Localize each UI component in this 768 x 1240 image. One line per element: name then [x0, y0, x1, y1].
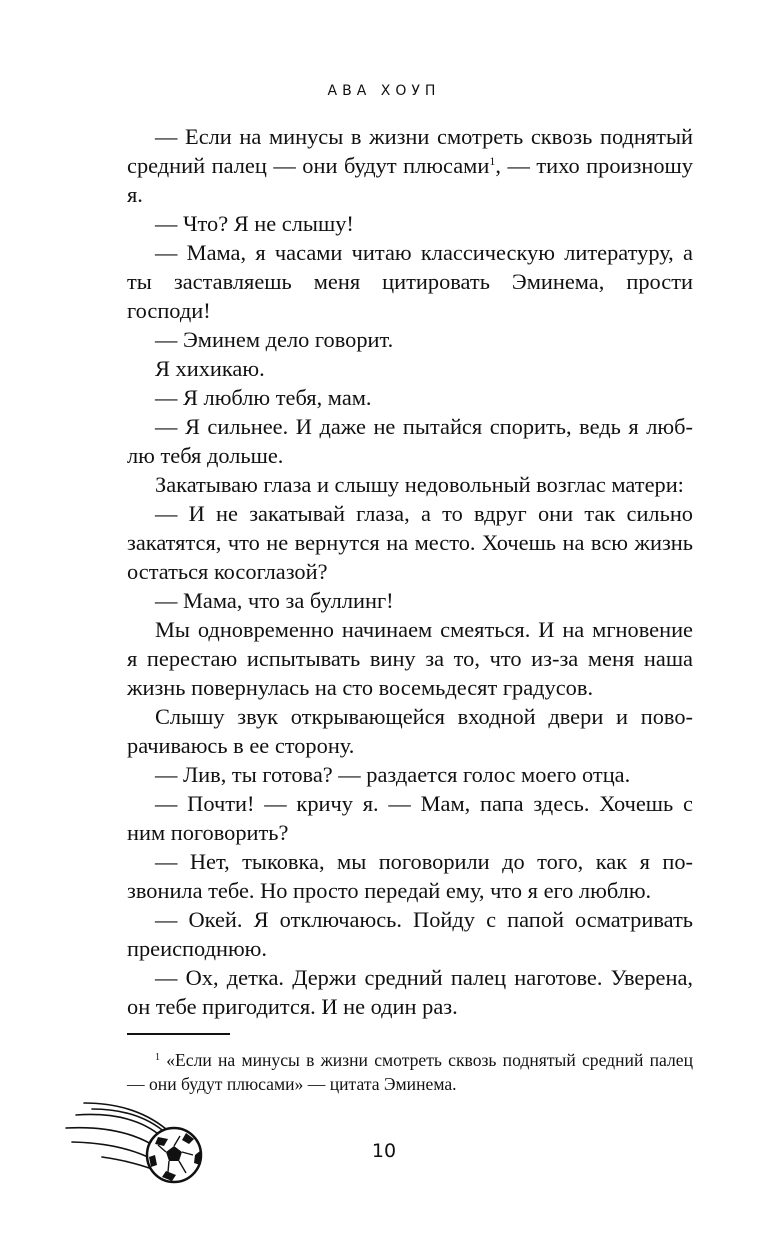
paragraph: — Нет, тыковка, мы поговорили до того, как я позвонила тебе. Но просто передай ему, что я его люблю. [127, 849, 693, 903]
soccer-ball-icon [62, 1095, 207, 1185]
paragraph: — Если на минусы в жизни смотреть сквозь поднятый средний палец — они будут плюсами$^1$, — тихо произношу я. [127, 124, 693, 207]
footnote [127, 1048, 693, 1096]
paragraph: — Почти! — кричу я. — Мам, папа здесь. Хочешь с ним поговорить? [127, 791, 693, 845]
paragraph: Закатываю глаза и слышу недовольный возглас матери: [155, 472, 684, 497]
paragraph: — Что? Я не слышу! [155, 211, 354, 236]
paragraph: — Лив, ты готова? — раздается голос моего отца. [155, 762, 631, 787]
paragraph: — Мама, что за буллинг! [155, 588, 394, 613]
paragraph: Мы одновременно начинаем смеяться. И на мгновение я перестаю испытывать вину за то, что из-за меня наша жизнь повернулась на сто восемьдесят градусов. [127, 617, 693, 700]
paragraph: — Я люблю тебя, мам. [155, 385, 372, 410]
paragraph: Слышу звук открывающейся входной двери и поворачиваюсь в ее сторону. [127, 704, 693, 758]
paragraph: — Мама, я часами читаю классическую литературу, а ты заставляешь меня цитировать Эминема, прости господи! [127, 240, 693, 323]
footnote-reference[interactable]: 1 [489, 154, 496, 168]
main-text [127, 122, 693, 1021]
footnote-divider [127, 1033, 230, 1035]
paragraph: — Ох, детка. Держи средний палец наготове. Уверена, он тебе пригодится. И не один раз. [127, 965, 693, 1019]
paragraph: Я хихикаю. [155, 356, 265, 381]
paragraph: — Окей. Я отключаюсь. Пойду с папой осматривать преисподнюю. [127, 907, 693, 961]
paragraph: — Эминем дело говорит. [155, 327, 394, 352]
footnote-text: «Если на минусы в жизни смотреть сквозь поднятый средний палец — они будут плюсами» — цитата Эминема. [127, 1050, 693, 1094]
footnote-marker: 1 [155, 1052, 160, 1063]
paragraph: — И не закатывай глаза, а то вдруг они так сильно закатятся, что не вернутся на место. Хочешь на всю жизнь остаться косоглазой? [127, 501, 693, 584]
running-header: АВА ХОУП [327, 83, 441, 99]
paragraph: — Я сильнее. И даже не пытайся спорить, ведь я люблю тебя дольше. [127, 414, 693, 468]
page-number: 10 [371, 1140, 397, 1162]
